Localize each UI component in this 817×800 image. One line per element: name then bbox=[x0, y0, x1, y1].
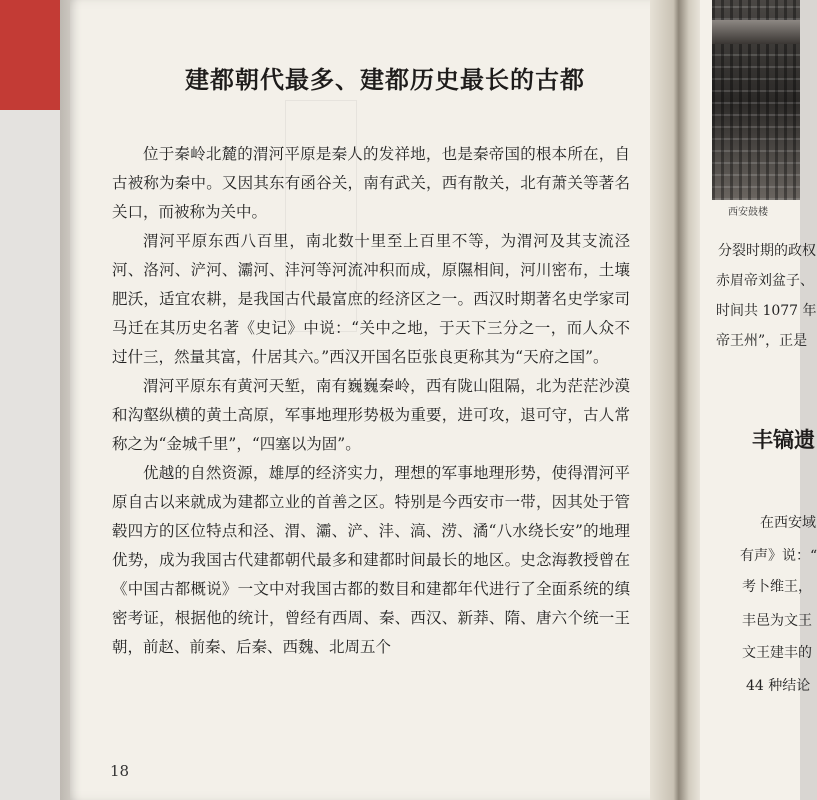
photo-caption: 西安鼓楼 bbox=[728, 207, 768, 218]
drum-tower-photo bbox=[712, 0, 800, 200]
chapter-title: 建都朝代最多、建都历史最长的古都 bbox=[185, 66, 585, 94]
right-line: 帝王州”，正是 bbox=[716, 333, 808, 349]
right-line: 44 种结论 bbox=[746, 678, 811, 694]
body-text bbox=[112, 140, 630, 662]
photo-roof bbox=[712, 20, 800, 44]
right-line: 在西安域 bbox=[760, 515, 816, 531]
paragraph-4: 优越的自然资源，雄厚的经济实力，理想的军事地理形势，使得渭河平原自古以来就成为建都立业的首善之区。特别是今西安市一带，因其处于管毂四方的区位特点和泾、渭、灞、浐、沣、滈、涝、潏“八水绕长安”的地理优势，成为我国古代建都朝代最多和建都时间最长的地区。史念海教授曾在《中国古都概说》一文中对我国古都的数目和建都年代进行了全面系统的缜密考证，根据他的统计，曾经有西周、秦、西汉、新莽、隋、唐六个统一王朝，前赵、前秦、后秦、西魏、北周五个 bbox=[112, 464, 630, 656]
paragraph-1: 位于秦岭北麓的渭河平原是秦人的发祥地，也是秦帝国的根本所在，自古被称为秦中。又因其东有函谷关，南有武关，西有散关，北有萧关等著名关口，而被称为关中。 bbox=[112, 145, 630, 221]
right-line: 丰邑为文王 bbox=[742, 613, 812, 629]
paragraph-2: 渭河平原东西八百里，南北数十里至上百里不等，为渭河及其支流泾河、洛河、浐河、灞河、沣河等河流冲积而成，原隰相间，河川密布，土壤肥沃，适宜农耕，是我国古代最富庶的经济区之一。西汉时期著名史学家司马迁在其历史名著《史记》中说：“关中之地，于天下三分之一，而人众不过什三，然量其富，什居其六。”西汉开国名臣张良更称其为“天府之国”。 bbox=[112, 232, 630, 366]
right-line: 分裂时期的政权 bbox=[718, 243, 816, 259]
right-line: 时间共 1077 年 bbox=[716, 303, 817, 319]
right-line: 文王建丰的 bbox=[742, 645, 812, 661]
page-number: 18 bbox=[110, 762, 130, 780]
paragraph-3: 渭河平原东有黄河天堑，南有巍巍秦岭，西有陇山阻隔，北为茫茫沙漠和沟壑纵横的黄土高原，军事地理形势极为重要，进可攻，退可守，古人常称之为“金城千里”，“四塞以为固”。 bbox=[112, 377, 630, 453]
book-gutter bbox=[650, 0, 702, 800]
right-section-heading: 丰镐遗 bbox=[752, 428, 815, 452]
right-line: 考卜维王， bbox=[742, 579, 812, 595]
right-line: 有声》说：“ bbox=[740, 548, 817, 564]
right-line: 赤眉帝刘盆子、 bbox=[716, 273, 814, 289]
